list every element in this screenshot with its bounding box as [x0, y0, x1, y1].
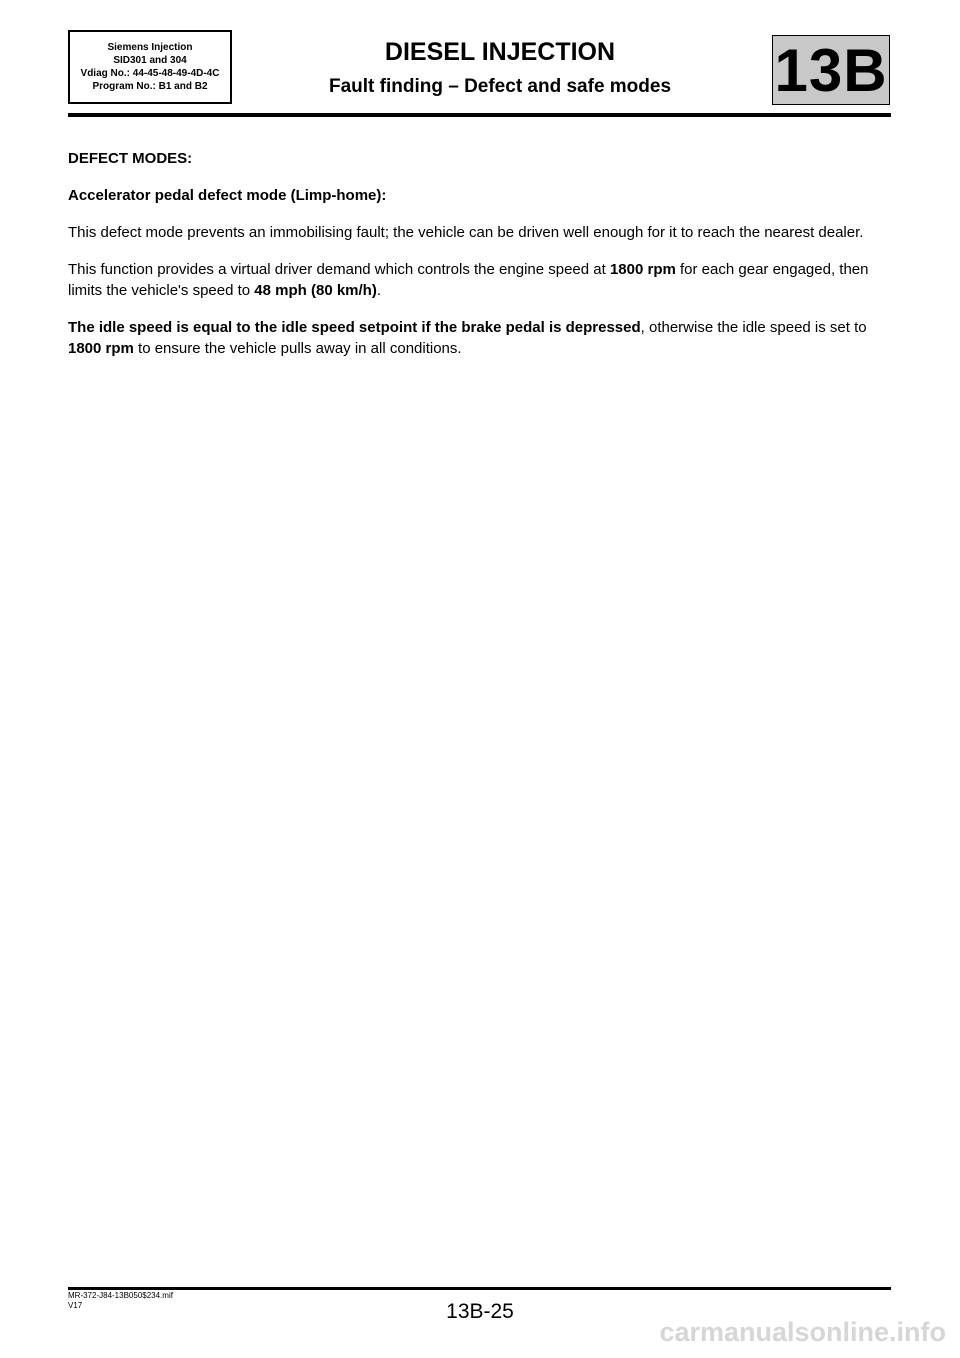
text-run: for each gear engaged, then limits the vehicle's speed to: [68, 261, 869, 299]
page-subtitle: Fault finding – Defect and safe modes: [328, 76, 672, 97]
bold-idle-statement: The idle speed is equal to the idle speed setpoint if the brake pedal is depressed: [68, 319, 641, 336]
text-run: .: [376, 282, 382, 299]
document-reference: [68, 1291, 173, 1311]
text-run: , otherwise the idle speed is set to: [640, 319, 867, 336]
page-number: 13B-25: [446, 1300, 514, 1323]
bold-engine-speed: 1800 rpm: [609, 261, 676, 278]
footer-divider: [68, 1287, 891, 1290]
site-watermark: carmanualsonline.info: [659, 1317, 946, 1347]
info-line-injection: Siemens Injection: [107, 42, 193, 53]
bold-idle-rpm: 1800 rpm: [68, 340, 134, 357]
subsection-heading-accelerator: Accelerator pedal defect mode (Limp-home):: [68, 187, 387, 204]
page-title: DIESEL INJECTION: [384, 38, 616, 66]
doc-version: V17: [68, 1301, 83, 1310]
section-code-badge: 13B: [772, 35, 890, 105]
bold-speed-limit: 48 mph (80 km/h): [254, 282, 377, 299]
text-run: to ensure the vehicle pulls away in all conditions.: [133, 340, 462, 357]
paragraph-defect-mode: This defect mode prevents an immobilising fault; the vehicle can be driven well enough for it to reach the nearest dealer.: [68, 224, 864, 241]
info-line-vdiag: Vdiag No.: 44-45-48-49-4D-4C: [80, 68, 220, 79]
info-line-sid: SID301 and 304: [113, 55, 187, 66]
vehicle-info-box: [68, 30, 232, 104]
paragraph-virtual-demand: [68, 259, 891, 301]
text-run: This function provides a virtual driver demand which controls the engine speed at: [68, 261, 610, 278]
page-content: [68, 148, 891, 375]
section-heading-defect-modes: DEFECT MODES:: [68, 150, 193, 167]
doc-filename: MR-372-J84-13B050$234.mif: [68, 1291, 173, 1300]
header-divider: [68, 113, 891, 117]
paragraph-idle-speed: [68, 317, 891, 359]
info-line-program: Program No.: B1 and B2: [92, 81, 208, 92]
